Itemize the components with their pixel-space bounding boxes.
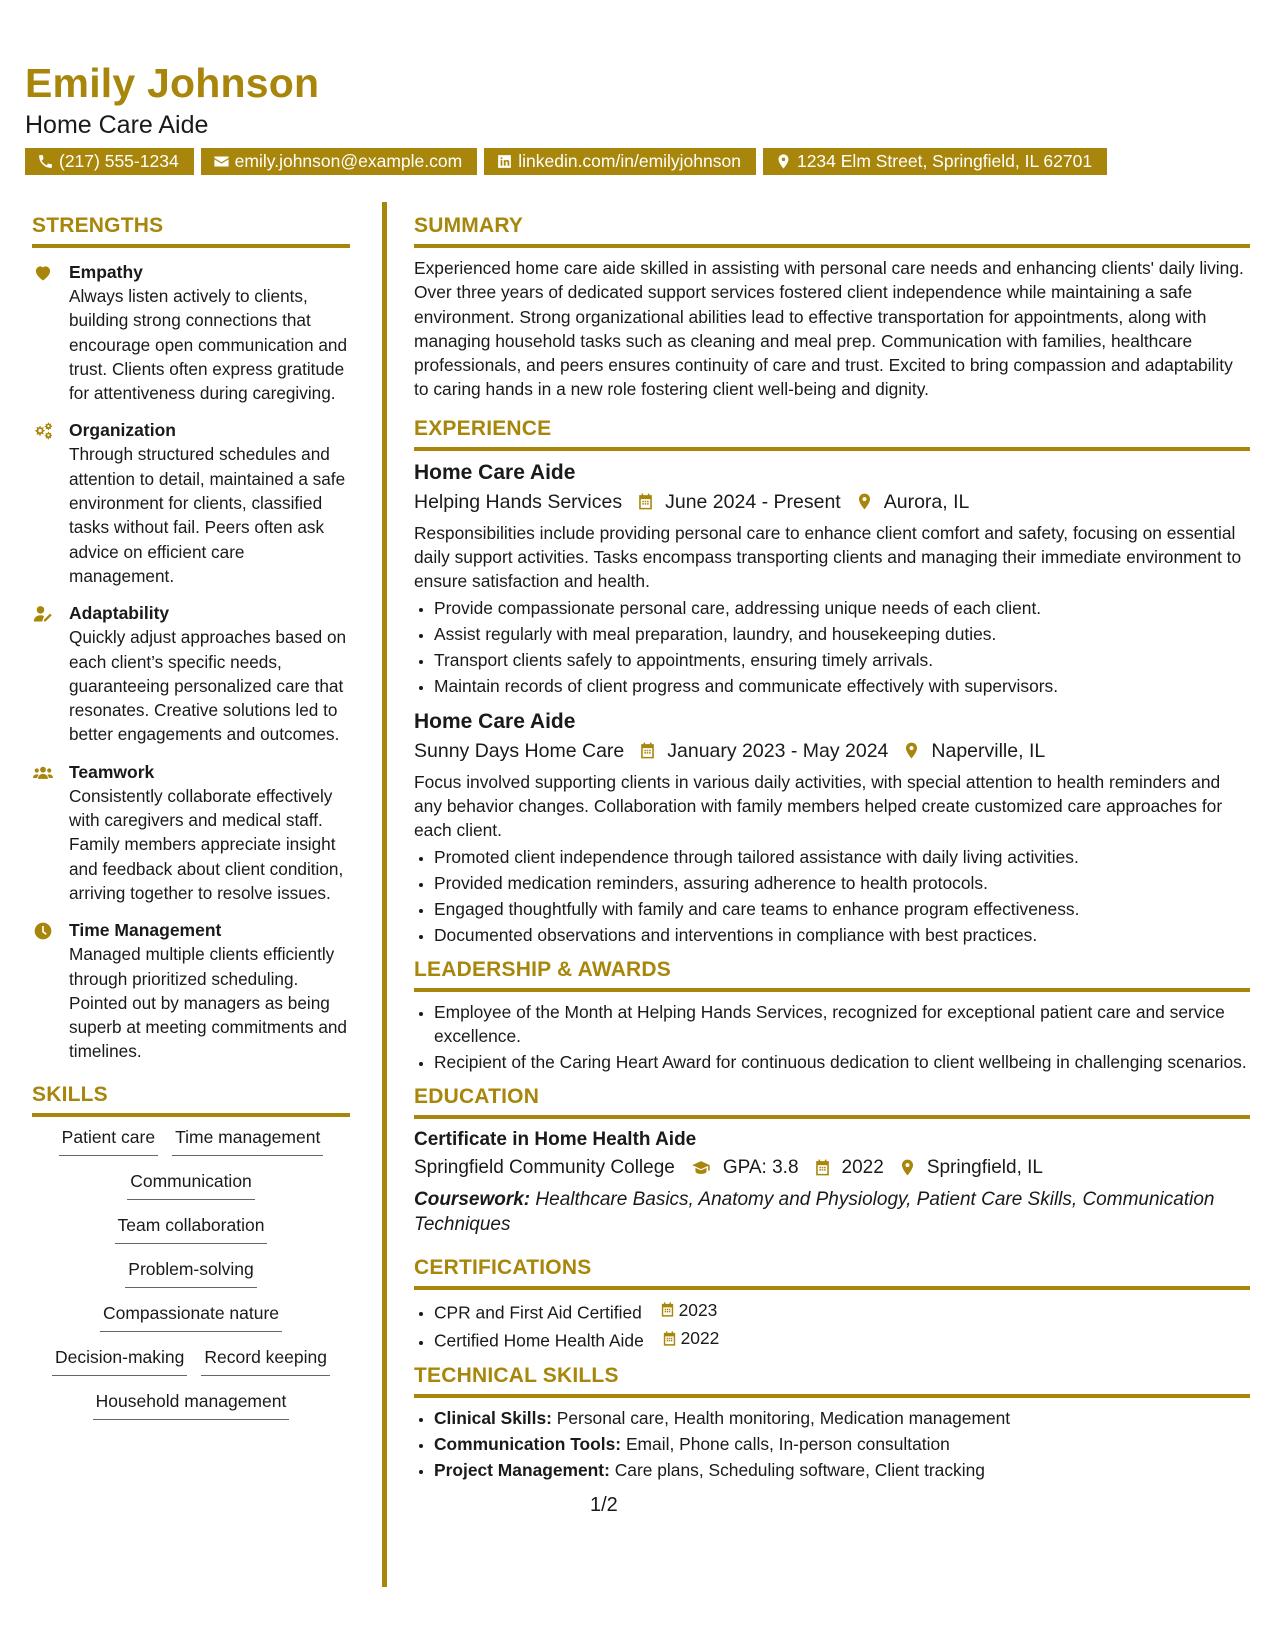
coursework-text: Healthcare Basics, Anatomy and Physiology, Patient Care Skills, Communication Techniques xyxy=(414,1188,1215,1235)
strength-item xyxy=(32,260,350,405)
calendar-icon xyxy=(813,1158,832,1177)
experience-section xyxy=(414,416,1250,947)
list-item: • Engaged thoughtfully with family and care teams to enhance program effectiveness. xyxy=(434,897,1250,921)
map-pin-icon xyxy=(898,1158,917,1177)
strength-description: Consistently collaborate effectively with caregivers and medical staff. Family members appreciate insight and feedback about client condition, arriving together to resolve issues. xyxy=(69,785,344,903)
coursework-label: Coursework: xyxy=(414,1188,531,1210)
graduation-year: 2022 xyxy=(841,1156,884,1178)
candidate-name: Emily Johnson xyxy=(25,60,320,106)
calendar-icon xyxy=(661,1330,678,1347)
map-pin-icon xyxy=(902,741,921,760)
section-rule xyxy=(414,447,1250,451)
job-bullets xyxy=(414,596,1250,698)
email-text: emily.johnson@example.com xyxy=(234,151,463,171)
skill-tag: Record keeping xyxy=(201,1345,330,1376)
skill-tag: Patient care xyxy=(59,1125,158,1156)
column-divider xyxy=(382,202,387,1587)
skills-list xyxy=(32,1125,350,1433)
clock-icon xyxy=(32,921,54,941)
coursework xyxy=(414,1187,1250,1237)
contact-bar xyxy=(25,148,1255,175)
envelope-icon xyxy=(213,153,230,170)
list-item: • Documented observations and interventions in compliance with best practices. xyxy=(434,923,1250,947)
job-description: Focus involved supporting clients in various daily activities, with special attention to health reminders and any behavior changes. Collaboration with family members helped create customized care approaches for each client. xyxy=(414,771,1223,841)
strengths-heading: STRENGTHS xyxy=(32,214,164,237)
skills-heading: SKILLS xyxy=(32,1082,108,1106)
tech-skill-value: Personal care, Health monitoring, Medication management xyxy=(556,1407,1011,1428)
strength-title: Adaptability xyxy=(69,603,170,624)
phone-icon xyxy=(37,153,54,170)
skill-tag: Household management xyxy=(93,1389,290,1420)
strength-item xyxy=(32,760,350,905)
list-item: • Recipient of the Caring Heart Award for continuous dedication to client wellbeing in challenging scenarios. xyxy=(434,1050,1250,1074)
job-description: Responsibilities include providing personal care to enhance client comfort and safety, focusing on essential daily support activities. Tasks encompass transporting clients and managing their immediate environment to ensure satisfaction and health. xyxy=(414,522,1242,592)
page-number: 1/2 xyxy=(590,1494,618,1516)
tech-skill-label: Clinical Skills: xyxy=(434,1407,552,1428)
left-column xyxy=(32,213,350,1433)
certifications-section xyxy=(414,1255,1250,1353)
job-entry xyxy=(414,459,1250,698)
list-item: • Provide compassionate personal care, addressing unique needs of each client. xyxy=(434,596,1250,620)
strength-description: Through structured schedules and attention to detail, maintained a safe environment for clients, classified tasks without fail. Peers often ask advice on efficient care management. xyxy=(69,444,346,586)
address-text: 1234 Elm Street, Springfield, IL 62701 xyxy=(796,151,1093,171)
strength-title: Time Management xyxy=(69,920,222,941)
tech-skill-label: Communication Tools: xyxy=(434,1433,622,1454)
list-item xyxy=(434,1432,1250,1456)
list-item: • Transport clients safely to appointments, ensuring timely arrivals. xyxy=(434,648,1250,672)
skill-tag: Time management xyxy=(172,1125,323,1156)
section-rule xyxy=(414,988,1250,992)
list-item: • Employee of the Month at Helping Hands Services, recognized for exceptional patient care and service excellence. xyxy=(434,1000,1250,1048)
section-rule xyxy=(414,244,1250,248)
job-title: Home Care Aide xyxy=(414,460,576,484)
leadership-heading: LEADERSHIP & AWARDS xyxy=(414,957,671,981)
certification-year: 2023 xyxy=(678,1299,718,1320)
job-location: Aurora, IL xyxy=(883,490,970,513)
strength-item xyxy=(32,918,350,1063)
calendar-icon xyxy=(659,1301,676,1318)
strength-title: Teamwork xyxy=(69,761,155,782)
list-item xyxy=(434,1326,1250,1353)
summary-text: Experienced home care aide skilled in assisting with personal care needs and enhancing clients' daily living. Over three years of dedicated support services fostered client independence while maintaining a safe environment. Strong organizational abilities lead to effective transportation for appointments, along with managing household tasks such as cleaning and meal prep. Communication with families, healthcare professionals, and peers ensures continuity of care and trust. Excited to bring compassion and adaptability to caring hands in a new role fostering client well-being and dignity. xyxy=(414,258,1244,400)
job-entry xyxy=(414,708,1250,947)
strengths-section xyxy=(32,213,350,1064)
list-item xyxy=(434,1458,1250,1482)
certification-name: Certified Home Health Aide xyxy=(434,1330,644,1351)
section-rule xyxy=(414,1394,1250,1398)
skill-tag: Decision-making xyxy=(52,1345,187,1376)
job-dates: June 2024 - Present xyxy=(665,490,841,513)
section-rule xyxy=(414,1286,1250,1290)
job-bullets xyxy=(414,845,1250,947)
leadership-section xyxy=(414,957,1250,1074)
map-pin-icon xyxy=(775,153,792,170)
strength-description: Managed multiple clients efficiently through prioritized scheduling. Pointed out by managers as being superb at meeting commitments and timelines. xyxy=(69,944,347,1062)
company-name: Helping Hands Services xyxy=(414,490,623,513)
email-chip[interactable] xyxy=(201,148,478,175)
user-edit-icon xyxy=(32,604,54,624)
awards-list xyxy=(414,1000,1250,1074)
job-title: Home Care Aide xyxy=(414,709,576,733)
list-item: • Provided medication reminders, assuring adherence to health protocols. xyxy=(434,871,1250,895)
summary-heading: SUMMARY xyxy=(414,214,524,237)
linkedin-text: linkedin.com/in/emilyjohnson xyxy=(518,151,741,171)
strength-title: Organization xyxy=(69,420,176,441)
education-heading: EDUCATION xyxy=(414,1084,540,1108)
list-item xyxy=(434,1406,1250,1430)
skills-section xyxy=(32,1082,350,1433)
job-meta xyxy=(414,736,1250,766)
strength-item xyxy=(32,418,350,588)
graduation-cap-icon xyxy=(689,1158,713,1177)
job-meta xyxy=(414,487,1250,517)
skill-tag: Compassionate nature xyxy=(100,1301,282,1332)
degree-title: Certificate in Home Health Aide xyxy=(414,1128,697,1150)
section-rule xyxy=(414,1115,1250,1119)
phone-text: (217) 555-1234 xyxy=(59,151,179,171)
list-item: • Promoted client independence through tailored assistance with daily living activities. xyxy=(434,845,1250,869)
right-column xyxy=(414,213,1250,1492)
resume-header xyxy=(25,58,1255,175)
school-name: Springfield Community College xyxy=(414,1156,675,1178)
certification-year: 2022 xyxy=(680,1328,720,1349)
users-icon xyxy=(32,763,54,783)
list-item xyxy=(434,1298,1250,1325)
technical-skills-list xyxy=(414,1406,1250,1482)
summary-section xyxy=(414,213,1250,402)
strength-title: Empathy xyxy=(69,262,143,282)
education-meta xyxy=(414,1153,1250,1183)
certifications-list xyxy=(414,1298,1250,1353)
phone-chip[interactable] xyxy=(25,148,194,175)
job-dates: January 2023 - May 2024 xyxy=(667,739,889,762)
gpa: GPA: 3.8 xyxy=(722,1156,799,1178)
section-rule xyxy=(32,1113,350,1117)
certification-name: CPR and First Aid Certified xyxy=(434,1302,642,1323)
strength-description: Always listen actively to clients, building strong connections that encourage open communication and trust. Clients often express gratitude for attentiveness during caregiving. xyxy=(69,286,348,404)
certifications-heading: CERTIFICATIONS xyxy=(414,1255,592,1279)
gears-icon xyxy=(32,421,54,441)
skill-tag: Problem-solving xyxy=(125,1257,256,1288)
technical-skills-heading: TECHNICAL SKILLS xyxy=(414,1363,619,1387)
linkedin-icon xyxy=(496,153,513,170)
technical-skills-section xyxy=(414,1363,1250,1482)
education-section xyxy=(414,1084,1250,1237)
calendar-icon xyxy=(636,492,655,511)
list-item: • Assist regularly with meal preparation, laundry, and housekeeping duties. xyxy=(434,622,1250,646)
skill-tag: Team collaboration xyxy=(115,1213,268,1244)
map-pin-icon xyxy=(855,492,874,511)
tech-skill-label: Project Management: xyxy=(434,1459,610,1480)
tech-skill-value: Email, Phone calls, In-person consultation xyxy=(625,1433,950,1454)
tech-skill-value: Care plans, Scheduling software, Client tracking xyxy=(614,1459,985,1480)
skill-tag: Communication xyxy=(127,1169,255,1200)
section-rule xyxy=(32,244,350,248)
strength-description: Quickly adjust approaches based on each client’s specific needs, guaranteeing personalized care that resonates. Creative solutions led to better engagements and outcomes. xyxy=(69,627,347,745)
strength-item xyxy=(32,601,350,746)
company-name: Sunny Days Home Care xyxy=(414,739,625,762)
experience-heading: EXPERIENCE xyxy=(414,416,552,440)
school-location: Springfield, IL xyxy=(926,1156,1043,1178)
address-chip xyxy=(763,148,1107,175)
candidate-role: Home Care Aide xyxy=(25,111,209,139)
linkedin-chip[interactable] xyxy=(484,148,756,175)
heart-icon xyxy=(32,263,54,283)
list-item: • Maintain records of client progress and communicate effectively with supervisors. xyxy=(434,674,1250,698)
calendar-icon xyxy=(638,741,657,760)
job-location: Naperville, IL xyxy=(931,739,1046,762)
